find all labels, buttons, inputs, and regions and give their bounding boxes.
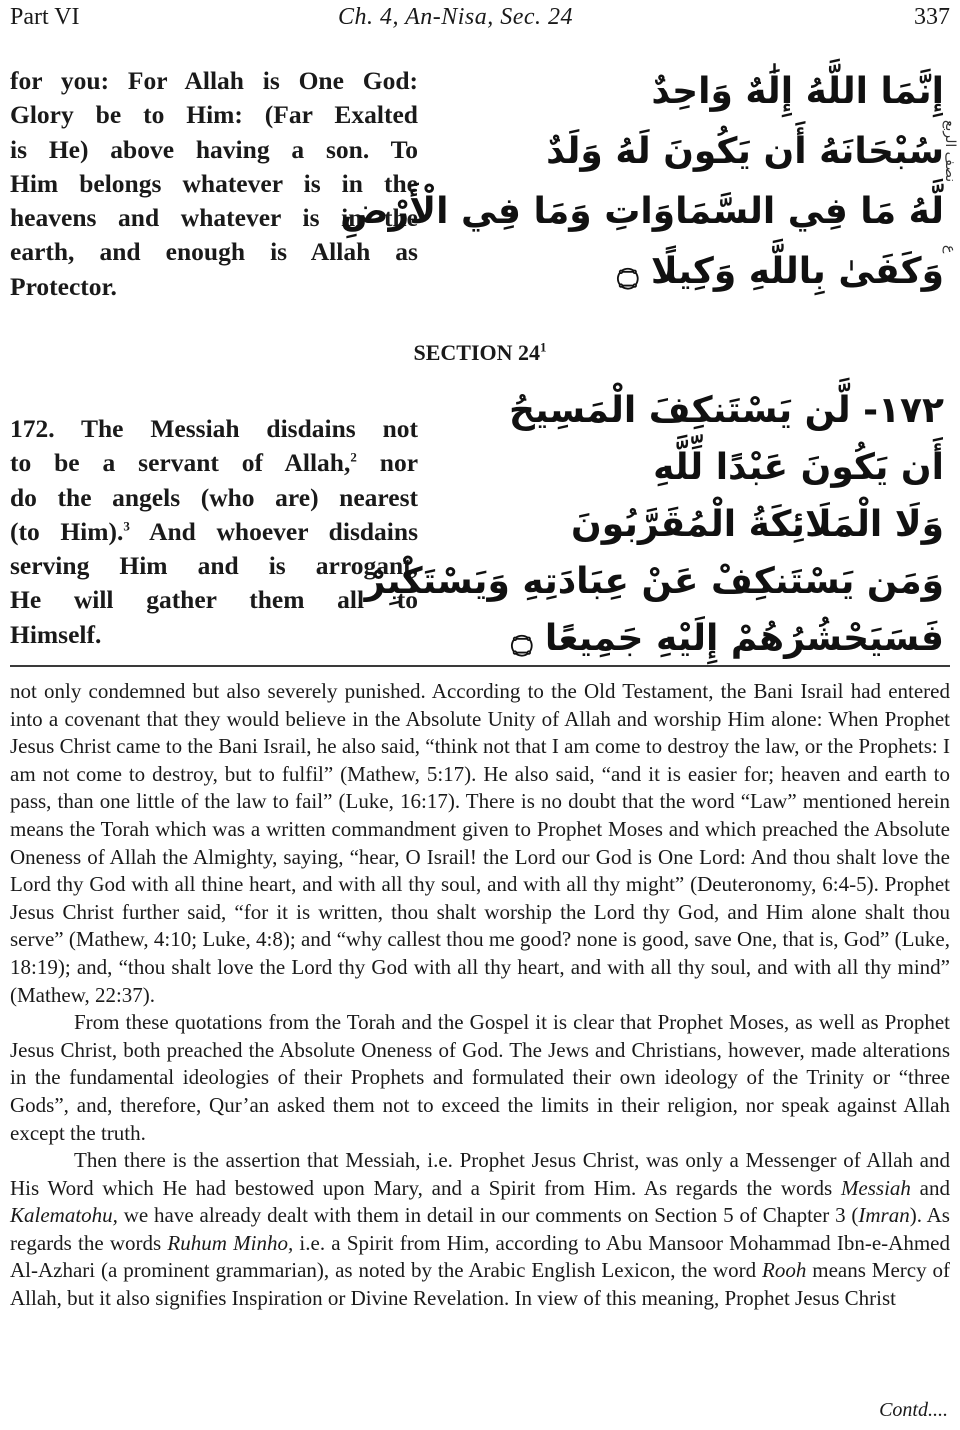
commentary-paragraph: Then there is the assertion that Messiah, i.e. Prophet Jesus Christ, was only a Messenger of Allah and His Word which He had bestowed upon Mary, and a Spirit from Him. As regards the words Messiah and Kalematohu, we have already dealt with them in detail in our comments on Section 5 of Chapter 3 (Imran). As regards the words Ruhum Minho, i.e. a Spirit from Him, according to Abu Mansoor Mohammad Ibn-e-Ahmed Al-Azhari (a prominent grammarian), as noted by the Arabic English Lexicon, the word Rooh means Mercy of Allah, but it also signifies Inspiration or Divine Revelation. In view of this meaning, Prophet Jesus Christ <box>10 1148 950 1311</box>
term-imran: Imran <box>858 1203 910 1228</box>
verse-171-arabic <box>340 62 944 302</box>
section-heading <box>0 340 960 366</box>
arabic-line: أَن يَكُونَ عَبْدًا لِّلَّهِ <box>653 447 944 488</box>
section-divider <box>10 665 950 667</box>
translation-line: Protector. <box>10 271 117 301</box>
translation-line: Glory be to Him: (Far Exalted <box>10 100 418 130</box>
translation-line: heavens and whatever is in the <box>10 203 418 233</box>
translation-line: is He) above having a son. To <box>10 134 418 164</box>
arabic-line: وَلَا الْمَلَائِكَةُ الْمُقَرَّبُونَ <box>571 504 944 545</box>
section-heading-text: SECTION 24 <box>413 340 541 365</box>
arabic-line: لَّهُ مَا فِي السَّمَاوَاتِ وَمَا فِي الْأَرْضِ <box>340 191 944 232</box>
verse-172-translation <box>10 412 418 652</box>
arabic-line: وَمَن يَسْتَنكِفْ عَنْ عِبَادَتِهِ وَيَسْتَكْبِرْ <box>364 561 944 602</box>
translation-line: do the angels (who are) nearest <box>10 482 418 512</box>
chapter-label: Ch. 4, An-Nisa, Sec. 24 <box>338 4 574 30</box>
commentary-paragraph: From these quotations from the Torah and the Gospel it is clear that Prophet Moses, as well as Prophet Jesus Christ, both preached the Absolute Oneness of God. The Jews and Christians, however, made alterations in the fundamental ideologies of their Prophets and formulated their own ideology of the Trinity or “three Gods”, and, therefore, Qur’an asked them not to exceed the limits in their religion, nor speak against Allah except the truth. <box>10 1010 950 1145</box>
footnote-ref: 3 <box>123 518 130 534</box>
translation-line: (to Him).$^3$ And whoever disdains <box>10 516 418 546</box>
translation-line: Himself. <box>10 619 102 649</box>
continuation-note: Contd.... <box>879 1399 948 1421</box>
page-header <box>10 4 950 36</box>
part-label: Part VI <box>10 4 80 30</box>
translation-line: He will gather them all to <box>10 585 418 615</box>
term-messiah: Messiah <box>840 1175 911 1200</box>
translation-line: earth, and enough is Allah as <box>10 237 418 267</box>
term-kalematohu: Kalematohu, <box>10 1203 118 1228</box>
footnote-ref: 2 <box>350 449 357 465</box>
arabic-line: إِنَّمَا اللَّهُ إِلَٰهٌ وَاحِدٌ <box>651 71 944 112</box>
translation-line: serving Him and is arrogant, <box>10 551 418 581</box>
term-ruhum-minho: Ruhum Minho, <box>167 1230 294 1255</box>
footnote-ref: 1 <box>540 339 547 355</box>
verse-172-arabic <box>364 382 944 667</box>
commentary-paragraph: not only condemned but also severely punished. According to the Old Testament, the Bani Israil had entered into a covenant that they would believe in the Absolute Unity of Allah and worship Him alone: When Prophet Jesus Christ came to the Bani Israil, he also said, “think not that I am come to destroy the law, or the Prophets: I am not come to destroy, but to fulfil” (Mathew, 5:17). He also said, “and it is easier for; heaven and earth to pass, than one little of the law to fail” (Luke, 16:17). There is no doubt that the word “Law” mentioned herein means the Torah which was a written commandment given to Prophet Moses and which preached the Absolute Oneness of Allah the Almighty, saying, “hear, O Israil! the Lord our God is One Lord: And thou shalt love the Lord thy God with all thine heart, and with all thy soul, and with all thy might” (Deuteronomy, 6:4-5). Prophet Jesus Christ further said, “for it is written, thou shalt worship the Lord thy God, and Him alone shalt thou serve” (Mathew, 4:10; Luke, 4:8); and “why callest thou me good? none is good, save One, that is, God” (Luke, 18:19); and, “thou shalt love the Lord thy God with all thy heart, and with all thy soul, and with all thy mind” (Mathew, 22:37). <box>10 679 950 1007</box>
translation-line: for you: For Allah is One God: <box>10 66 418 95</box>
margin-mark-ruku: ع <box>942 245 958 254</box>
arabic-line: فَسَيَحْشُرُهُمْ إِلَيْهِ جَمِيعًا ۝ <box>511 618 944 659</box>
commentary <box>10 678 950 1313</box>
translation-line: 172. The Messiah disdains not <box>10 414 418 443</box>
translation-line: to be a servant of Allah,$^2$ nor <box>10 448 419 478</box>
arabic-line: ١٧٢- لَّن يَسْتَنكِفَ الْمَسِيحُ <box>509 390 944 431</box>
page-number: 337 <box>914 4 950 30</box>
arabic-line: وَكَفَىٰ بِاللَّهِ وَكِيلًا ۝ <box>617 251 944 292</box>
term-rooh: Rooh <box>762 1258 807 1283</box>
translation-line: Him belongs whatever is in the <box>10 168 418 198</box>
margin-mark-quarter: نصف الربع <box>942 120 958 183</box>
arabic-line: سُبْحَانَهُ أَن يَكُونَ لَهُ وَلَدٌ <box>546 131 944 172</box>
